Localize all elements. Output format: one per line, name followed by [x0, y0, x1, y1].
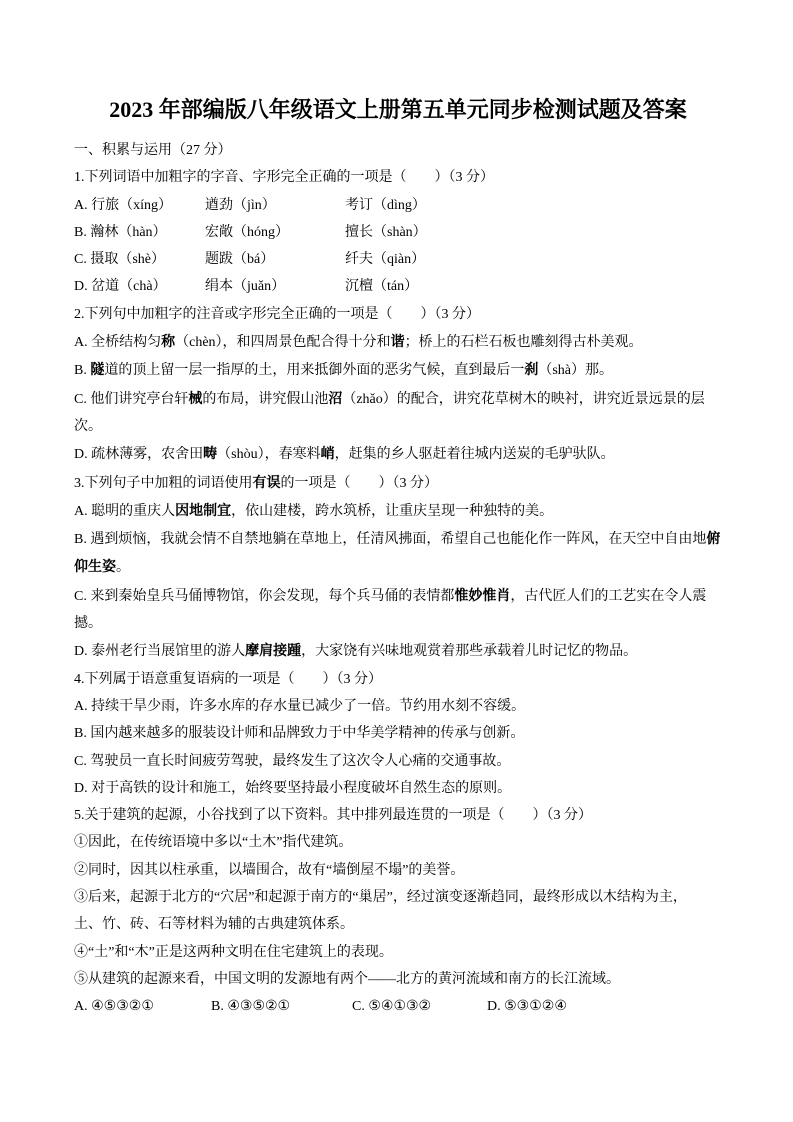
text-segment: ；桥上的石栏石板也雕刻得古朴美观。 [404, 335, 643, 351]
text-segment: 本（juǎn） [219, 279, 286, 295]
bold-text-segment: 订 [359, 197, 373, 213]
text-segment: （bá） [233, 252, 275, 268]
text-segment: 。 [116, 560, 130, 576]
text-segment: A. 持续干旱少雨，许多水库的存水量已减少了一倍。节约用水刻不容缓。 [74, 698, 526, 714]
text-segment: C. 他们讲究亭台轩 [74, 391, 189, 407]
text-segment: 道的顶上留一层一指厚的土，用来抵御外面的恶劣气候，直到最后一 [104, 363, 525, 379]
text-line [74, 137, 722, 164]
text-line [74, 693, 722, 720]
option-row [74, 246, 722, 273]
text-segment: 的布局，讲究假山池 [202, 391, 329, 407]
bold-text-segment: 峭 [320, 445, 335, 462]
option-cell [211, 993, 352, 1020]
option-cell [74, 993, 211, 1020]
bold-text-segment: 瀚 [90, 224, 105, 240]
bold-text-segment: 跋 [219, 252, 233, 268]
text-line [74, 610, 722, 637]
option-cell [345, 273, 722, 300]
text-segment: ⑤从建筑的起源来看，中国文明的发源地有两个——北方的黄河流域和南方的长江流域。 [74, 971, 620, 987]
text-line [74, 164, 722, 191]
text-segment: 3.下列句子中加粗的词语使用 [74, 475, 253, 491]
option-cell [74, 192, 205, 219]
text-segment: A. 全桥结构匀 [74, 335, 162, 351]
text-segment: 长（shàn） [359, 224, 427, 240]
bold-text-segment: 隧 [90, 361, 105, 378]
bold-text-segment: 劲 [219, 197, 233, 213]
bold-text-segment: 纤 [345, 252, 359, 268]
option-row [74, 993, 722, 1020]
text-segment: 2.下列句中加粗字的注音或字形完全正确的一项是（ ）（3 分） [74, 306, 480, 322]
text-line [74, 525, 722, 553]
text-segment: 考 [345, 197, 359, 213]
bold-text-segment: 岔 [91, 279, 106, 295]
text-segment: B. [74, 224, 91, 240]
text-segment: ①因此，在传统语境中多以“土木”指代建筑。 [74, 835, 353, 851]
text-segment: （dìng） [373, 197, 426, 213]
bold-text-segment: 惟妙惟肖 [454, 586, 511, 603]
text-segment: 的一项是（ ）（3 分） [280, 475, 438, 491]
text-segment: C. [74, 252, 91, 268]
text-segment: 次。 [74, 418, 102, 434]
text-segment: A. ④⑤③②① [74, 999, 154, 1015]
text-segment: 林（hàn） [104, 224, 167, 240]
text-line [74, 775, 722, 802]
text-segment: D. 泰州老行当展馆里的游人 [74, 644, 246, 660]
text-line [74, 720, 722, 747]
option-cell [345, 246, 722, 273]
bold-text-segment: 有误 [252, 473, 281, 490]
bold-text-segment: 沼 [328, 389, 343, 406]
text-line [74, 440, 722, 468]
option-cell [487, 993, 722, 1020]
text-segment: A. [74, 197, 92, 213]
text-segment: 撼。 [74, 616, 102, 632]
bold-text-segment: 因地制宜 [175, 501, 232, 518]
option-cell [205, 219, 345, 246]
text-line [74, 553, 722, 581]
text-line [74, 469, 722, 497]
text-segment: 道（chà） [105, 279, 167, 295]
option-cell [345, 192, 722, 219]
text-line [74, 328, 722, 356]
bold-text-segment: 械 [188, 389, 203, 406]
text-segment: （shà）那。 [538, 363, 614, 379]
text-line [74, 857, 722, 884]
option-cell [74, 219, 205, 246]
bold-text-segment: 宏 [205, 224, 219, 240]
text-segment: ④“土”和“木”正是这两种文明在住宅建筑上的表现。 [74, 944, 393, 960]
bold-text-segment: 摩肩接踵 [245, 642, 302, 659]
option-row [74, 192, 722, 219]
text-segment: B. 国内越来越多的服装设计师和品牌致力于中华美学精神的传承与创新。 [74, 726, 525, 742]
text-line [74, 911, 722, 938]
text-segment: 夫（qiàn） [359, 252, 426, 268]
text-segment: 敞（hóng） [219, 224, 289, 240]
bold-text-segment: 檀 [359, 279, 373, 295]
document-body [74, 137, 722, 1021]
text-segment: ②同时，因其以柱承重，以墙围合，故有“墙倒屋不塌”的美誉。 [74, 862, 465, 878]
text-segment: 5.关于建筑的起源，小谷找到了以下资料。其中排列最连贯的一项是（ ）（3 分） [74, 808, 592, 824]
text-segment: A. 聪明的重庆人 [74, 503, 176, 519]
bold-text-segment: 谐 [390, 333, 405, 350]
bold-text-segment: 刹 [524, 361, 539, 378]
text-line [74, 637, 722, 665]
text-line [74, 666, 722, 693]
option-cell [345, 219, 722, 246]
text-segment: ，赶集的乡人驱赶着往城内送炭的毛驴驮队。 [334, 447, 615, 463]
text-segment: 取（shè） [104, 252, 166, 268]
text-line [74, 413, 722, 440]
page-title: 2023 年部编版八年级语文上册第五单元同步检测试题及答案 [109, 97, 687, 122]
bold-text-segment: 仰生姿 [74, 558, 116, 575]
text-segment: ，古代匠人们的工艺实在令人震 [510, 588, 707, 604]
text-segment: 题 [205, 252, 219, 268]
option-row [74, 273, 722, 300]
text-line [74, 748, 722, 775]
bold-text-segment: 畴 [203, 445, 218, 462]
text-segment: ，依山建楼，跨水筑桥，让重庆呈现一种独特的美。 [231, 503, 554, 519]
option-cell [205, 192, 345, 219]
text-segment: B. ④③⑤②① [211, 999, 291, 1015]
bold-text-segment: 绢 [205, 279, 219, 295]
text-segment: 遒 [205, 197, 219, 213]
option-cell [352, 993, 487, 1020]
text-line [74, 497, 722, 525]
text-segment: 旅（xíng） [105, 197, 173, 213]
text-segment: D. ⑤③①②④ [487, 999, 567, 1015]
text-segment: （shòu），春寒料 [217, 447, 321, 463]
text-segment: （chèn），和四周景色配合得十分和 [175, 335, 391, 351]
bold-text-segment: 行 [91, 197, 106, 213]
text-segment: D. 疏林薄雾，农舍田 [74, 447, 204, 463]
option-cell [74, 246, 205, 273]
text-segment: D. 对于高铁的设计和施工，始终要坚持最小程度破坏自然生态的原则。 [74, 780, 512, 796]
option-row [74, 219, 722, 246]
text-segment: ③后来，起源于北方的“穴居”和起源于南方的“巢居”，经过演变逐渐趋同，最终形成以木结构为主， [74, 890, 687, 906]
option-cell [205, 246, 345, 273]
option-cell [205, 273, 345, 300]
text-line [74, 582, 722, 610]
text-segment: 1.下列词语中加粗字的字音、字形完全正确的一项是（ ）（3 分） [74, 170, 494, 186]
text-segment: B. 遇到烦恼，我就会情不自禁地躺在草地上，任清风拂面，希望自己也能化作一阵风，在天空中自由地 [74, 532, 707, 548]
text-segment: 沉 [345, 279, 359, 295]
text-segment: （zhǎo）的配合，讲究花草树木的映衬，讲究近景远景的层 [342, 391, 705, 407]
bold-text-segment: 擅 [345, 224, 359, 240]
text-segment: B. [74, 363, 91, 379]
text-segment: （tán） [373, 279, 419, 295]
text-segment: ，大家饶有兴味地观赏着那些承载着儿时记忆的物品。 [301, 644, 638, 660]
text-line [74, 802, 722, 829]
text-line [74, 939, 722, 966]
text-line [74, 301, 722, 328]
text-segment: C. ⑤④①③② [352, 999, 432, 1015]
text-line [74, 966, 722, 993]
text-segment: 一、积累与运用（27 分） [74, 143, 232, 158]
bold-text-segment: 俯 [706, 530, 721, 547]
text-line [74, 385, 722, 413]
text-segment: C. 来到秦始皇兵马俑博物馆，你会发现，每个兵马俑的表情都 [74, 588, 455, 604]
text-line [74, 356, 722, 384]
text-line [74, 884, 722, 911]
text-segment: 4.下列属于语意重复语病的一项是（ ）（3 分） [74, 671, 382, 687]
bold-text-segment: 称 [161, 333, 176, 350]
option-cell [74, 273, 205, 300]
bold-text-segment: 摄 [90, 252, 105, 268]
text-segment: 土、竹、砖、石等材料为辅的古典建筑体系。 [74, 917, 354, 933]
text-segment: D. [74, 279, 92, 295]
text-segment: C. 驾驶员一直长时间疲劳驾驶，最终发生了这次令人心痛的交通事故。 [74, 753, 511, 769]
text-line [74, 829, 722, 856]
text-segment: （jìn） [233, 197, 276, 213]
